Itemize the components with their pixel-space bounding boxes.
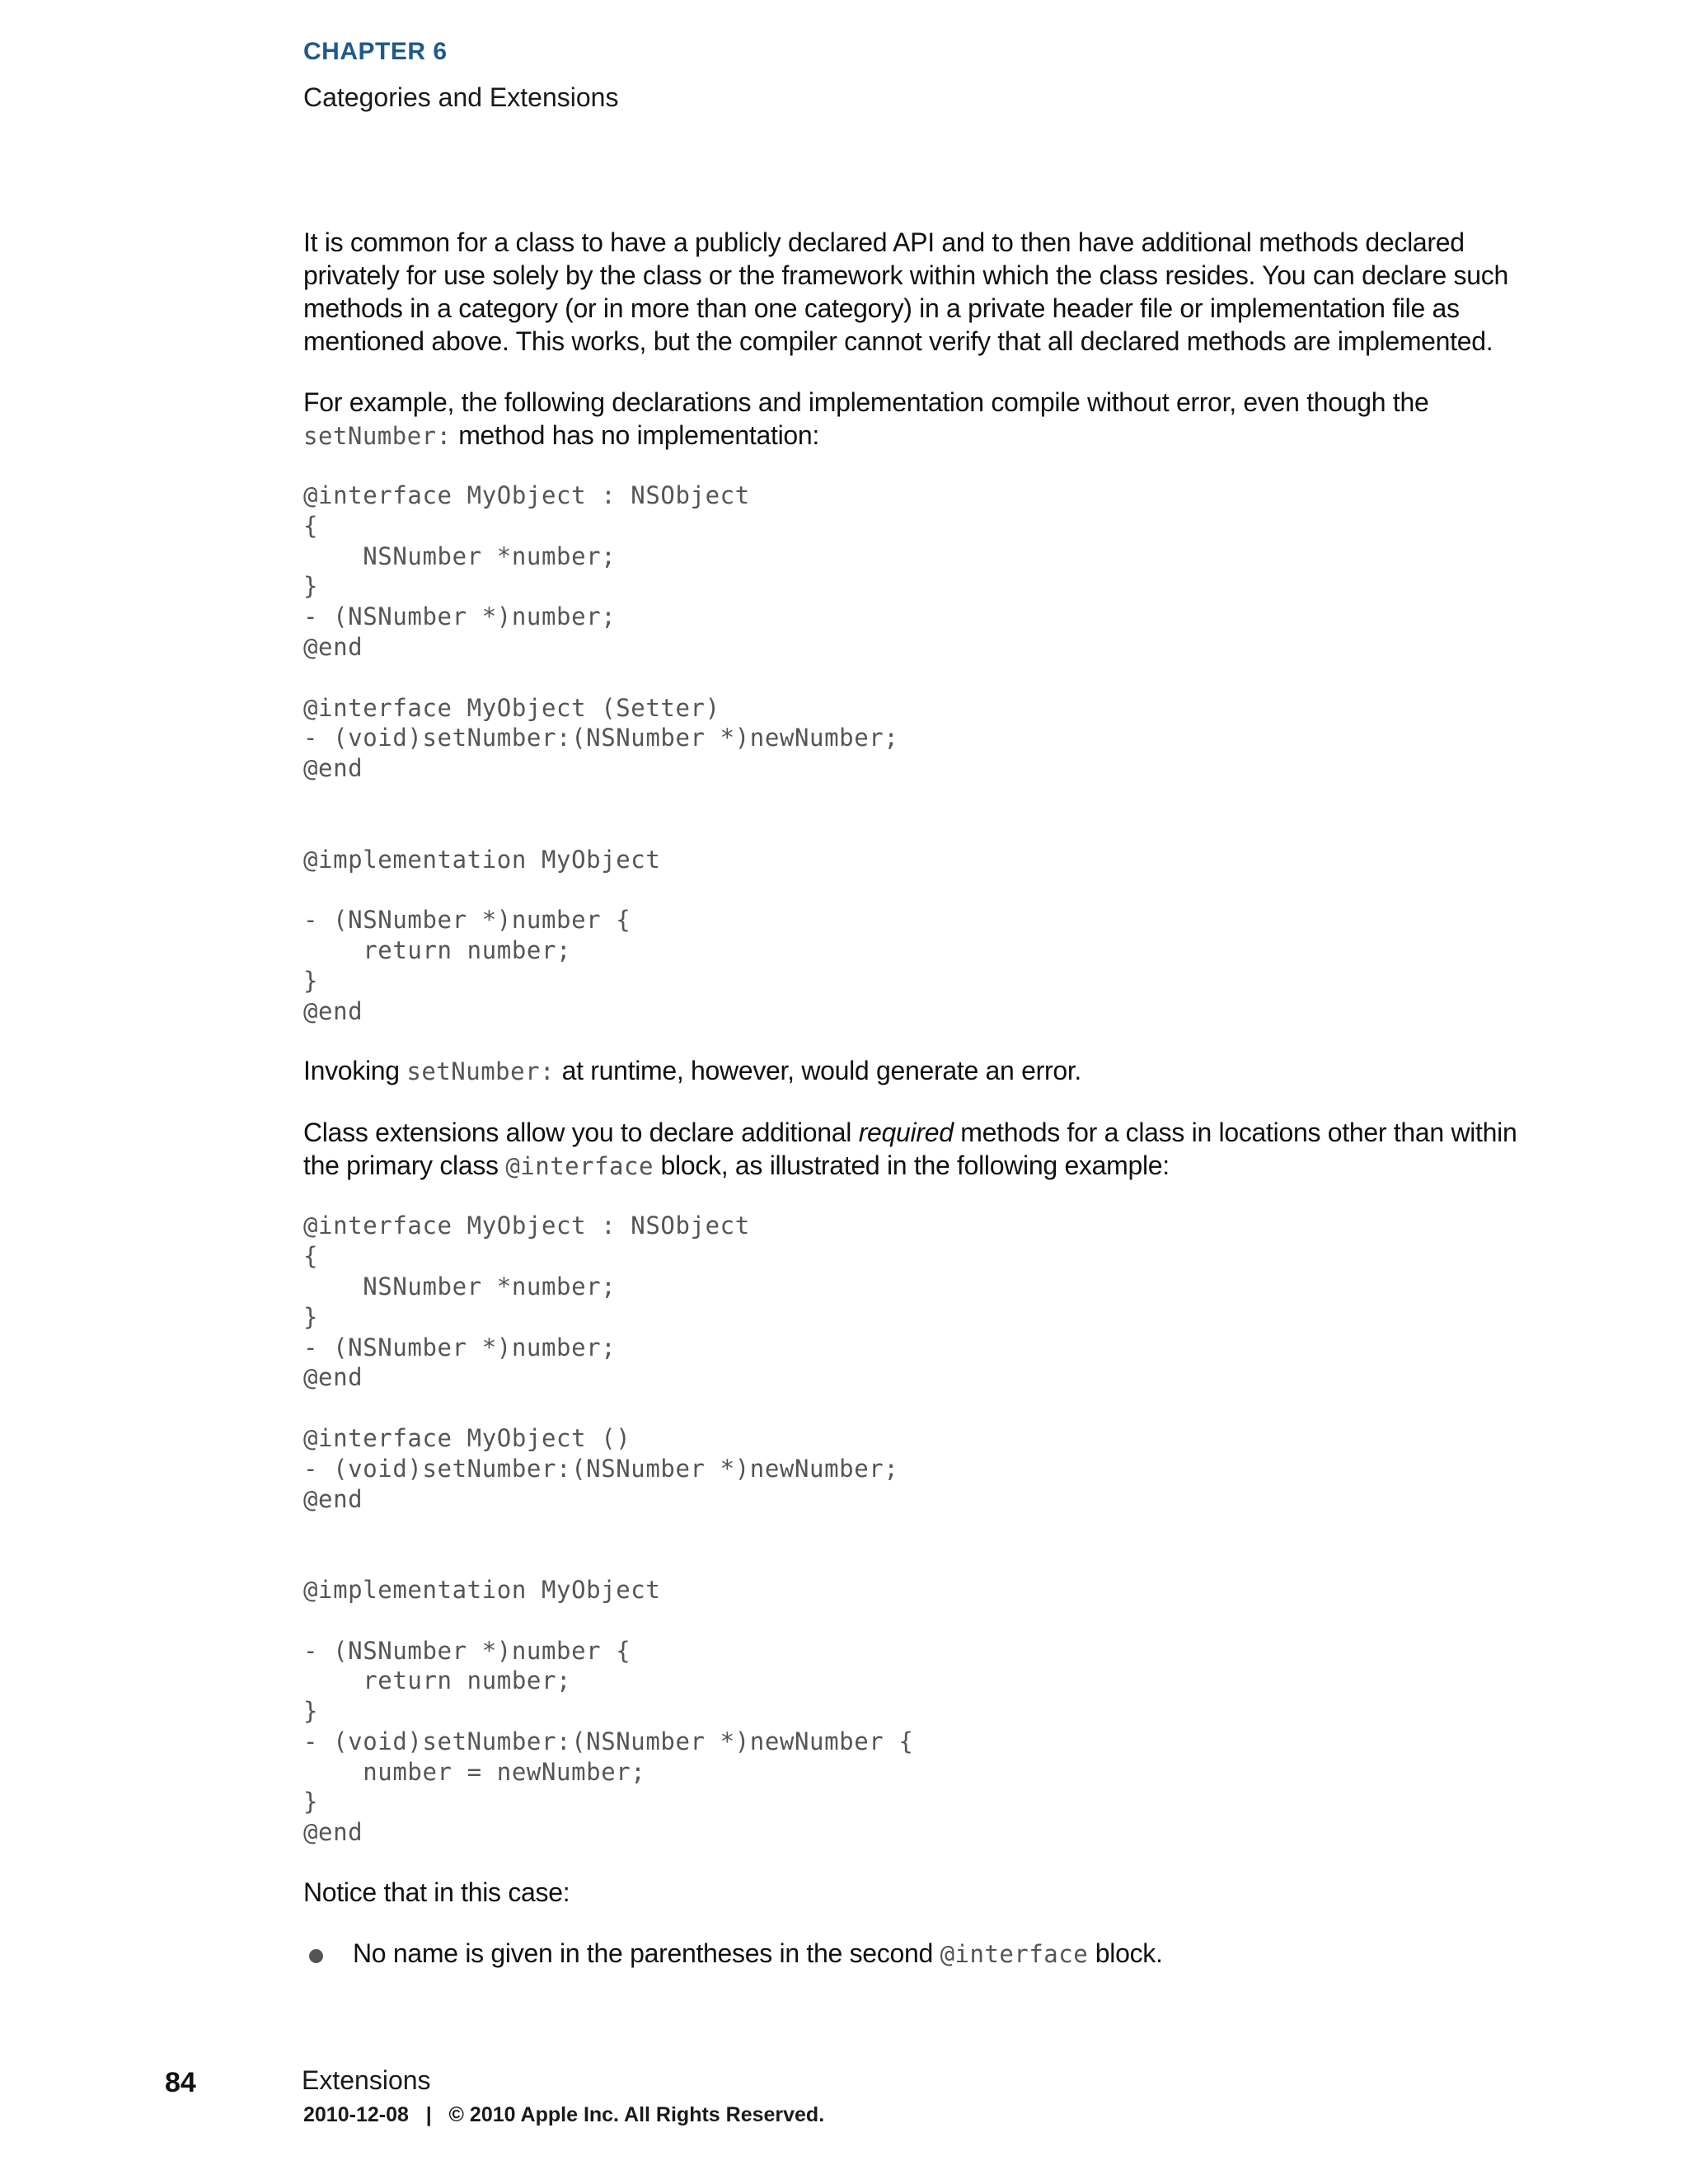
inline-code: @interface: [505, 1152, 654, 1181]
paragraph-example: [303, 386, 1523, 452]
inline-code: setNumber:: [303, 422, 452, 450]
chapter-title: Categories and Extensions: [303, 82, 619, 112]
chapter-label: CHAPTER 6: [303, 38, 448, 65]
paragraph-runtime-error: [303, 1054, 1523, 1088]
paragraph-notice: Notice that in this case:: [303, 1877, 570, 1908]
inline-code: setNumber:: [406, 1057, 555, 1086]
list-item: [303, 1937, 1523, 1971]
bullet-icon: [309, 1949, 323, 1963]
bullet-list: [303, 1937, 1523, 1971]
code-block-category: @interface MyObject : NSObject { NSNumber *number; } - (NSNumber *)number; @end @interface MyObject (Setter) - (void)setNumber:(NSNumber *)newNumber; @end @implementation MyObject - (NSNumber *)number { return number; } @end: [303, 481, 899, 1025]
text-run: method has no implementation:: [451, 420, 819, 450]
code-block-extension: @interface MyObject : NSObject { NSNumber *number; } - (NSNumber *)number; @end @interface MyObject () - (void)setNumber:(NSNumber *)newNumber; @end @implementation MyObject - (NSNumber *)number { return number; } - (void)setNumber:(NSNumber *)newNumber { number = newNumber; } @end: [303, 1212, 914, 1847]
paragraph-intro: It is common for a class to have a publicly declared API and to then have additional methods declared privately for use solely by the class or the framework within which the class resides. You can declare such methods in a category (or in more than one category) in a private header file or implementation file as mentioned above. This works, but the compiler cannot verify that all declared methods are implemented.: [303, 227, 1508, 356]
footer-section-title: Extensions: [302, 2065, 431, 2095]
page-content: [303, 226, 1523, 1971]
text-run: Class extensions allow you to declare additional: [303, 1118, 859, 1148]
text-run: Invoking: [303, 1056, 407, 1086]
paragraph-class-extensions: [303, 1116, 1523, 1183]
inline-code: @interface: [940, 1940, 1089, 1969]
text-run: For example, the following declarations and implementation compile without error, even though the: [303, 387, 1429, 417]
text-run: block, as illustrated in the following example:: [653, 1151, 1170, 1181]
page-number: 84: [165, 2067, 196, 2098]
text-run: at runtime, however, would generate an error.: [555, 1056, 1082, 1086]
emphasis-text: required: [858, 1118, 954, 1148]
footer-copyright: 2010-12-08 | © 2010 Apple Inc. All Rights Reserved.: [303, 2103, 825, 2126]
text-run: methods for a class in locations other than within the primary class: [303, 1118, 1517, 1181]
text-run: block.: [1088, 1938, 1163, 1969]
text-run: No name is given in the parentheses in the second: [353, 1938, 940, 1969]
